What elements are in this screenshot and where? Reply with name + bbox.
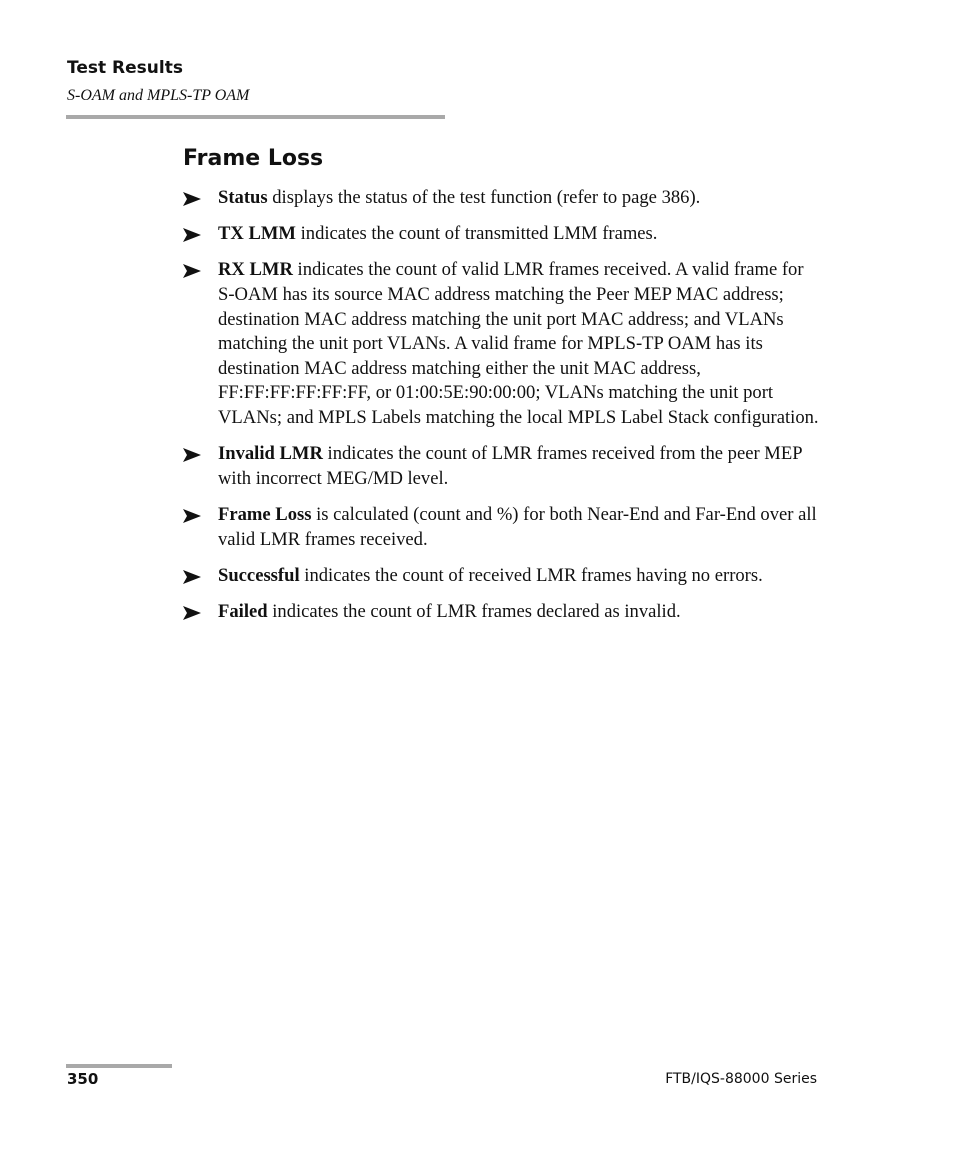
page-number: 350 [67, 1070, 99, 1088]
item-term: Invalid LMR [218, 443, 323, 465]
list-item [183, 564, 823, 589]
arrowhead-bullet-icon [183, 263, 201, 279]
product-series: FTB/IQS-88000 Series [665, 1071, 817, 1087]
list-item [183, 186, 823, 211]
item-text: indicates the count of valid LMR frames received. A valid frame for S-OAM has its source MAC address matching the Peer MEP MAC address; destination MAC address matching the unit port MAC address; and VLANs matching the unit port VLANs. A valid frame for MPLS-TP OAM has its destination MAC address matching either the unit MAC address, FF:FF:FF:FF:FF:FF, or 01:00:5E:90:00:00; VLANs matching the unit port VLANs; and MPLS Labels matching the local MPLS Label Stack configuration. [218, 259, 819, 428]
item-term: TX LMM [218, 223, 296, 245]
list-item [183, 503, 823, 552]
definition-list [183, 186, 823, 636]
item-term: Successful [218, 564, 300, 586]
item-term: Status [218, 187, 268, 208]
item-term: Frame Loss [218, 503, 312, 525]
header-subtitle: S-OAM and MPLS-TP OAM [67, 87, 250, 104]
arrowhead-bullet-icon [183, 227, 201, 243]
list-item [183, 600, 823, 625]
arrowhead-bullet-icon [183, 191, 201, 207]
item-text: displays the status of the test function (refer to page 386). [267, 187, 701, 208]
item-text: is calculated (count and %) for both Near-End and Far-End over all valid LMR frames received. [218, 503, 817, 550]
arrowhead-bullet-icon [183, 605, 201, 621]
arrowhead-bullet-icon [183, 508, 201, 524]
item-text: indicates the count of received LMR frames having no errors. [299, 564, 763, 586]
list-item [183, 442, 823, 491]
item-text: indicates the count of LMR frames declared as invalid. [267, 600, 681, 622]
header-title: Test Results [67, 58, 183, 78]
item-term: RX LMR [218, 259, 293, 281]
arrowhead-bullet-icon [183, 569, 201, 585]
item-term: Failed [218, 600, 268, 622]
footer-rule [66, 1064, 172, 1068]
item-text: indicates the count of transmitted LMM frames. [295, 223, 658, 245]
arrowhead-bullet-icon [183, 447, 201, 463]
list-item [183, 222, 823, 247]
section-title: Frame Loss [183, 146, 324, 171]
list-item [183, 258, 823, 430]
header-rule [66, 115, 445, 119]
item-text: indicates the count of LMR frames received from the peer MEP with incorrect MEG/MD level. [218, 443, 802, 489]
